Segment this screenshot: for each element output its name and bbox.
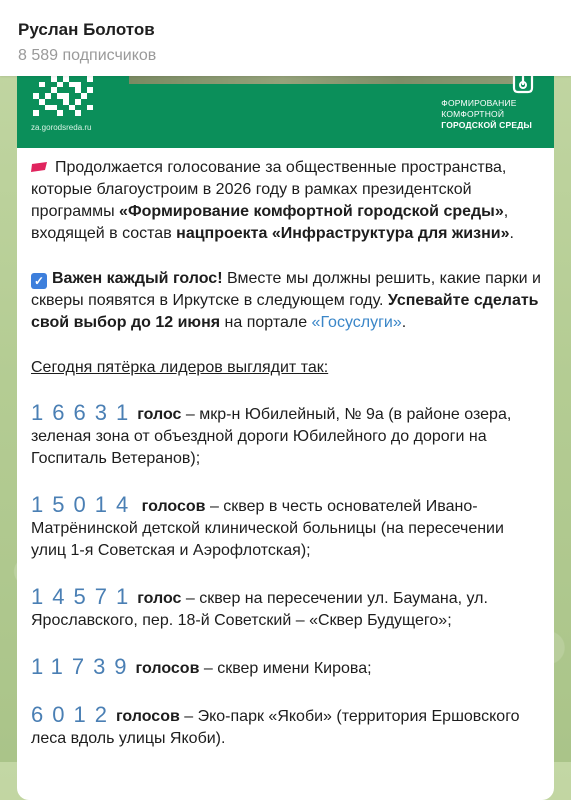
leader-item — [31, 704, 543, 750]
vote-word: голос — [137, 590, 182, 607]
p1-national-project: нацпроекта «Инфраструктура для жизни» — [176, 225, 510, 242]
red-flag-icon — [31, 162, 48, 172]
vote-count: 6012 — [31, 702, 116, 727]
vote-count: 11739 — [31, 654, 136, 679]
leaders-intro: Сегодня пятёрка лидеров выглядит так: — [31, 359, 329, 376]
p1-text-e: . — [509, 225, 514, 242]
brand-line-2: КОМФОРТНОЙ — [441, 109, 505, 119]
vote-word: голос — [137, 406, 182, 423]
post-text — [31, 157, 543, 774]
leader-description: – сквер в честь основателей Ивано-Матрёнинской детской клинической больницы (на пересечении улиц 1-я Советская и Аэрофлотская); — [31, 498, 504, 559]
banner-photo-strip — [129, 76, 514, 84]
leader-item — [31, 586, 543, 632]
brand-line-3 — [441, 120, 532, 131]
leader-description: – Эко-парк «Якоби» (территория Ершовского леса вдоль улицы Якоби). — [31, 708, 520, 747]
brand-line-1: ФОРМИРОВАНИЕ — [441, 98, 517, 108]
p2-text-d: на портале — [220, 314, 312, 331]
p1-program-name: «Формирование комфортной городской среды» — [119, 203, 504, 220]
leader-description: – сквер имени Кирова; — [199, 660, 372, 677]
paragraph-every-vote — [31, 268, 543, 334]
paragraph-voting — [31, 157, 543, 245]
leader-description: – мкр-н Юбилейный, № 9а (в районе озера, зеленая зона от объездной дороги Юбилейного до дороги на Госпиталь Ветеранов); — [31, 406, 512, 467]
brand-text — [441, 98, 532, 131]
vote-word: голосов — [135, 660, 200, 677]
qr-code-icon — [33, 76, 93, 116]
leader-item — [31, 494, 543, 562]
p2-text-b: Вместе мы должны решить, какие парки и скверы появятся в Иркутске в следующем году. — [31, 270, 541, 309]
p1-text-a: Продолжается голосование за общественные пространства, которые благоустроим в 2026 году в рамках президентской программы — [31, 159, 507, 220]
leader-item — [31, 402, 543, 470]
check-mark-icon: ✓ — [31, 273, 47, 289]
chat-header[interactable] — [0, 0, 571, 76]
leader-description: – сквер на пересечении ул. Баумана, ул. Ярославского, пер. 18-й Советский – «Сквер Будущего»; — [31, 590, 488, 629]
leader-item — [31, 656, 543, 680]
channel-name[interactable]: Руслан Болотов — [18, 20, 155, 39]
message-bubble — [17, 40, 554, 800]
vote-word: голосов — [141, 498, 206, 515]
p2-deadline: Успевайте сделать свой выбор до 12 июня — [31, 292, 539, 331]
vote-count: 16631 — [31, 400, 138, 425]
vote-count: 15014 — [31, 492, 138, 517]
brand-line-3-bold: ГОРОДСКОЙ СРЕДЫ — [441, 120, 532, 130]
subscriber-count: 8 589 подписчиков — [18, 47, 157, 64]
vote-count: 14571 — [31, 584, 138, 609]
p2-bold-a: Важен каждый голос! — [52, 270, 223, 287]
qr-url-text: za.gorodsreda.ru — [31, 123, 92, 132]
p1-text-c: , входящей в состав — [31, 203, 509, 242]
p2-text-e: . — [401, 314, 407, 331]
vote-word: голосов — [115, 708, 180, 725]
gosuslugi-link[interactable]: «Госуслуги» — [311, 314, 402, 331]
